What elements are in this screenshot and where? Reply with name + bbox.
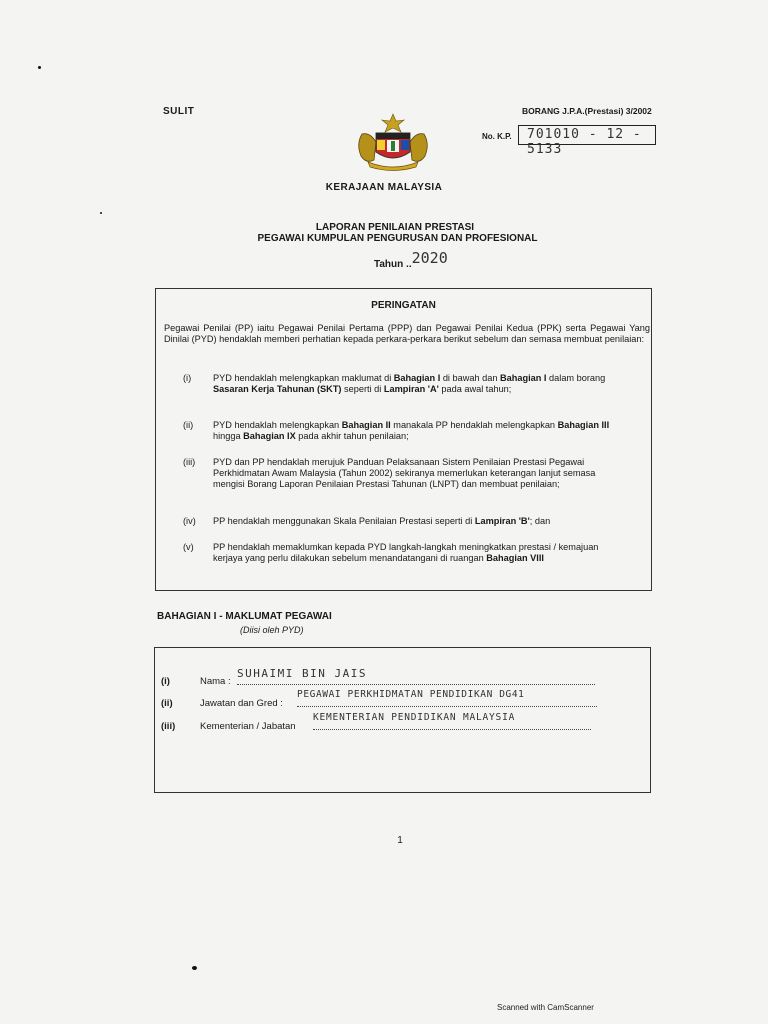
- bahagian1-subheading: (Diisi oleh PYD): [240, 625, 304, 635]
- row-number: (iii): [161, 721, 176, 732]
- scan-speck: [38, 66, 41, 69]
- scanner-watermark: Scanned with CamScanner: [497, 1003, 594, 1012]
- officer-info-box: [154, 647, 651, 793]
- ic-number-value: 701010 - 12 - 5133: [527, 127, 642, 157]
- year-label: Tahun: [374, 259, 404, 270]
- year-field: Tahun ..2020: [374, 249, 448, 270]
- peringatan-box: [155, 288, 652, 591]
- item-text: PP hendaklah menggunakan Skala Penilaian Prestasi seperti di Lampiran 'B'; dan: [213, 516, 551, 526]
- item-text: PYD dan PP hendaklah merujuk Panduan Pelaksanaan Sistem Penilaian Prestasi Pegawai Perkhidmatan Awam Malaysia (Tahun 2002) sekiranya memerlukan keterangan lanjut semasa mengisi Borang Laporan Penilaian Prestasi Tahunan (LNPT) dan membuat penilaian;: [213, 457, 596, 489]
- row-number: (i): [161, 676, 170, 687]
- item-text: PYD hendaklah melengkapkan maklumat di Bahagian I di bawah dan Bahagian I dalam borang Sasaran Kerja Tahunan (SKT) seperti di Lampiran 'A' pada awal tahun;: [213, 373, 606, 394]
- item-text: PYD hendaklah melengkapkan Bahagian II manakala PP hendaklah melengkapkan Bahagian III hingga Bahagian IX pada akhir tahun penilaian;: [213, 420, 610, 441]
- peringatan-heading: PERINGATAN: [371, 300, 436, 311]
- bahagian1-heading: BAHAGIAN I - MAKLUMAT PEGAWAI: [157, 611, 332, 622]
- item-number: (iv): [183, 516, 196, 526]
- row-number: (ii): [161, 698, 173, 709]
- position-label: Jawatan dan Gred :: [200, 698, 283, 709]
- report-title-line1: LAPORAN PENILAIAN PRESTASI: [315, 222, 475, 233]
- ministry-field[interactable]: KEMENTERIAN PENDIDIKAN MALAYSIA: [313, 712, 591, 730]
- scan-speck: [192, 966, 197, 970]
- report-title-line2: PEGAWAI KUMPULAN PENGURUSAN DAN PROFESIONAL: [257, 233, 538, 244]
- ic-number-box: [518, 125, 656, 157]
- ministry-label: Kementerian / Jabatan: [200, 721, 296, 732]
- classification-label: SULIT: [163, 106, 195, 117]
- info-row-ministry: [155, 712, 650, 733]
- item-number: (v): [183, 542, 194, 552]
- page-number: 1: [397, 835, 403, 846]
- government-heading: KERAJAAN MALAYSIA: [325, 182, 443, 193]
- item-number: (iii): [183, 457, 196, 467]
- item-number: (i): [183, 373, 192, 383]
- item-number: (ii): [183, 420, 194, 430]
- name-label: Nama :: [200, 676, 231, 687]
- info-row-position: [155, 689, 650, 710]
- year-value: 2020: [411, 249, 448, 267]
- item-text: PP hendaklah memaklumkan kepada PYD langkah-langkah meningkatkan prestasi / kemajuan kerjaya yang perlu dilakukan sebelum menandatangani di ruangan Bahagian VIII: [213, 542, 599, 563]
- malaysia-coat-of-arms-icon: [352, 112, 434, 172]
- form-code: BORANG J.P.A.(Prestasi) 3/2002: [522, 106, 652, 116]
- scan-speck: [100, 212, 102, 214]
- ic-number-label: No. K.P.: [482, 132, 512, 141]
- position-field[interactable]: PEGAWAI PERKHIDMATAN PENDIDIKAN DG41: [297, 689, 597, 707]
- info-row-name: [155, 667, 650, 688]
- name-field[interactable]: SUHAIMI BIN JAIS: [237, 667, 595, 685]
- peringatan-intro: Pegawai Penilai (PP) iaitu Pegawai Penilai Pertama (PPP) dan Pegawai Penilai Kedua (PPK) serta Pegawai Yang Dinilai (PYD) hendaklah memberi perhatian kepada perkara-perkara berikut sebelum dan semasa membuat penilaian:: [164, 323, 650, 344]
